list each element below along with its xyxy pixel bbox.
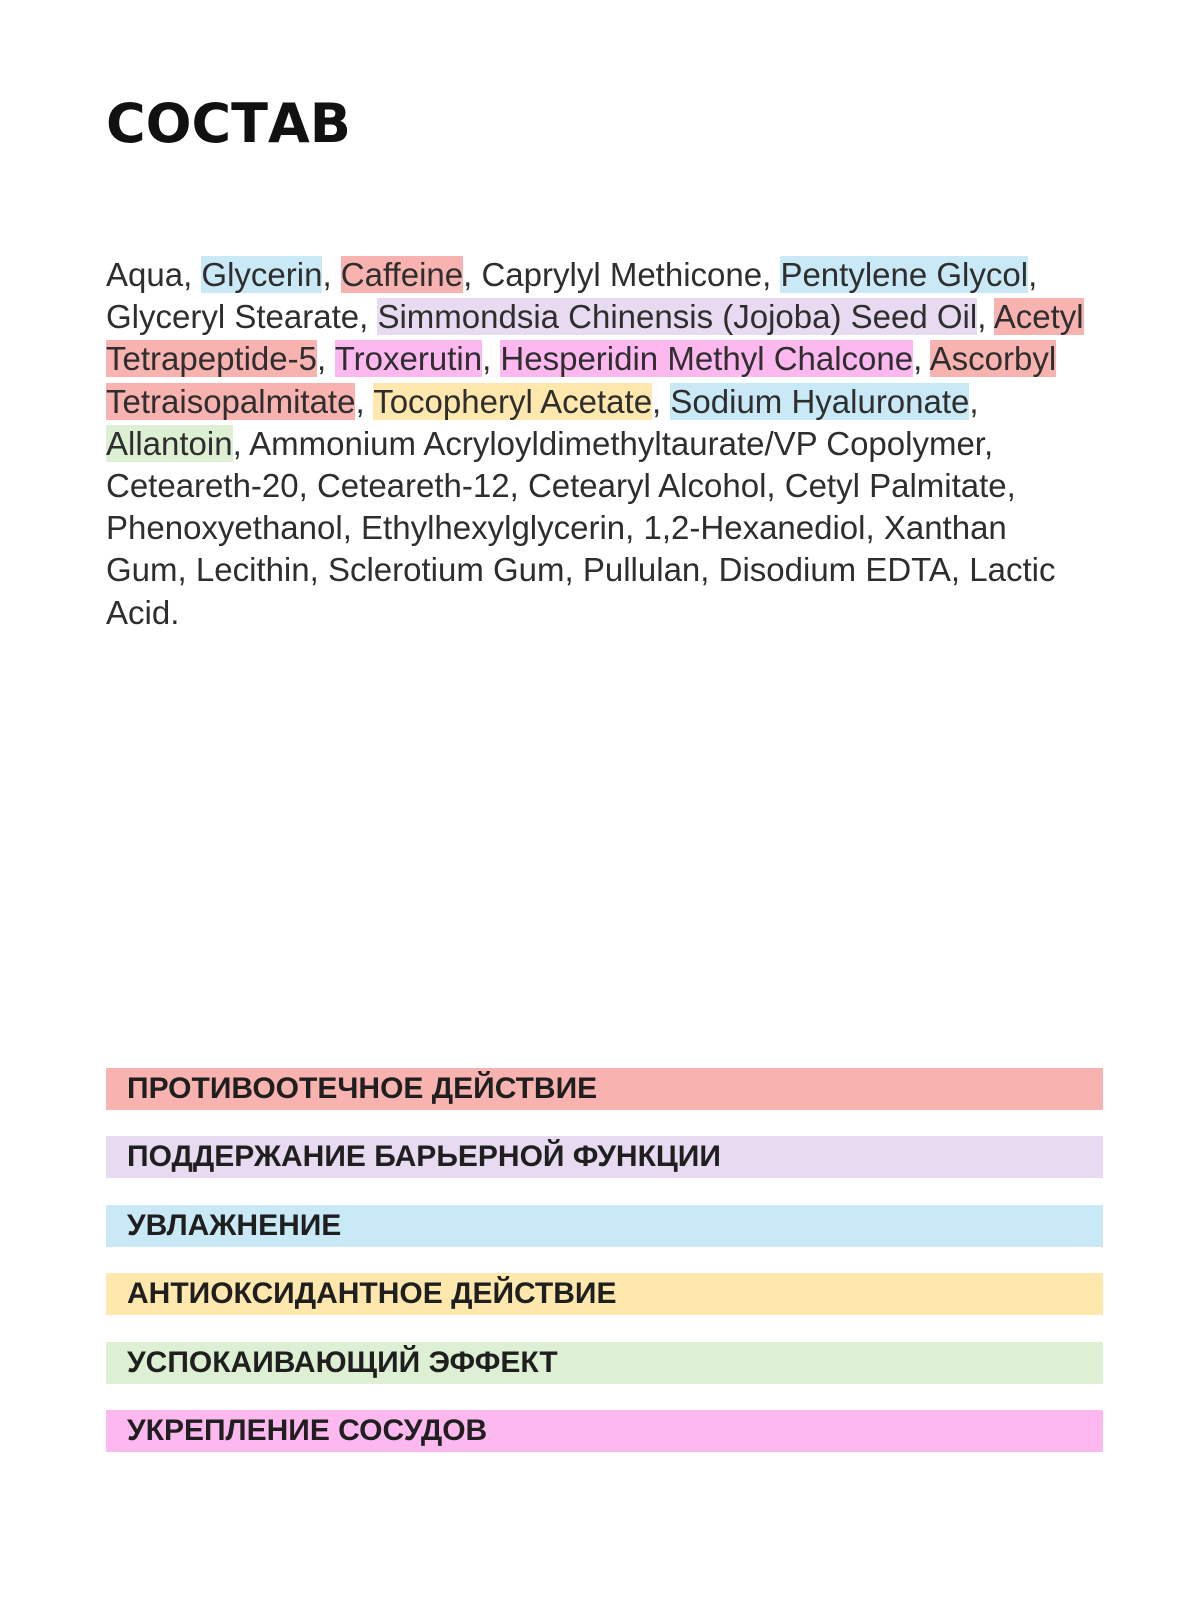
legend-item-moisturizing: УВЛАЖНЕНИЕ bbox=[106, 1205, 1103, 1247]
ingredient: Troxerutin bbox=[334, 340, 483, 378]
page-title: СОСТАВ bbox=[106, 92, 351, 155]
ingredient: Cetyl Palmitate bbox=[784, 467, 1007, 505]
ingredient: Pullulan bbox=[582, 551, 701, 589]
ingredient: Cetearyl Alcohol bbox=[527, 467, 767, 505]
ingredient: Ammonium Acryloyldimethyltaurate/VP Copolymer bbox=[249, 424, 984, 462]
ingredient: Pentylene Glycol bbox=[780, 256, 1029, 293]
ingredient: Sodium Hyaluronate bbox=[670, 382, 970, 420]
category-legend bbox=[106, 1068, 1103, 1478]
ingredient: Aqua bbox=[106, 256, 184, 293]
ingredient: Simmondsia Chinensis (Jojoba) Seed Oil bbox=[377, 298, 978, 336]
ingredient: Hesperidin Methyl Chalcone bbox=[500, 340, 914, 378]
ingredient: Disodium EDTA bbox=[718, 551, 951, 589]
ingredient: Glycerin bbox=[201, 256, 323, 293]
ingredient: Phenoxyethanol bbox=[106, 509, 343, 547]
ingredient: Caprylyl Methicone bbox=[481, 256, 763, 293]
ingredient: Lactic Acid bbox=[106, 551, 1056, 631]
ingredient: Allantoin bbox=[106, 424, 233, 462]
ingredient: Ascorbyl Tetraisopalmitate bbox=[106, 340, 1057, 420]
ingredient: Ethylhexylglycerin bbox=[361, 509, 626, 547]
legend-item-anti-edema: ПРОТИВООТЕЧНОЕ ДЕЙСТВИЕ bbox=[106, 1068, 1103, 1110]
ingredient: Glyceryl Stearate bbox=[106, 298, 360, 336]
ingredient: Caffeine bbox=[340, 256, 464, 293]
ingredient: Ceteareth-12 bbox=[316, 467, 510, 505]
legend-item-soothing: УСПОКАИВАЮЩИЙ ЭФФЕКТ bbox=[106, 1342, 1103, 1384]
legend-item-vessels: УКРЕПЛЕНИЕ СОСУДОВ bbox=[106, 1410, 1103, 1452]
ingredient: Acetyl Tetrapeptide-5 bbox=[106, 298, 1084, 378]
ingredient: Tocopheryl Acetate bbox=[373, 382, 653, 420]
ingredient: Xanthan Gum bbox=[106, 509, 1007, 589]
legend-item-barrier: ПОДДЕРЖАНИЕ БАРЬЕРНОЙ ФУНКЦИИ bbox=[106, 1136, 1103, 1178]
ingredient: Lecithin bbox=[195, 551, 310, 589]
ingredient: Ceteareth-20 bbox=[106, 467, 299, 505]
ingredient: Sclerotium Gum bbox=[327, 551, 565, 589]
ingredient: 1,2-Hexanediol bbox=[643, 509, 866, 547]
ingredients-list: Aqua, Glycerin, Caffeine, Caprylyl Methicone, Pentylene Glycol, Glyceryl Stearate, Simmondsia Chinensis (Jojoba) Seed Oil, Acetyl Tetrapeptide-5, Troxerutin, Hesperidin Methyl Chalcone, Ascorbyl Tetraisopalmitate, Tocopheryl Acetate, Sodium Hyaluronate, Allantoin, Ammonium Acryloyldimethyltaurate/VP Copolymer, Ceteareth-20, Ceteareth-12, Cetearyl Alcohol, Cetyl Palmitate, Phenoxyethanol, Ethylhexylglycerin, 1,2-Hexanediol, Xanthan Gum, Lecithin, Sclerotium Gum, Pullulan, Disodium EDTA, Lactic Acid. bbox=[106, 256, 1084, 631]
legend-item-antioxidant: АНТИОКСИДАНТНОЕ ДЕЙСТВИЕ bbox=[106, 1273, 1103, 1315]
